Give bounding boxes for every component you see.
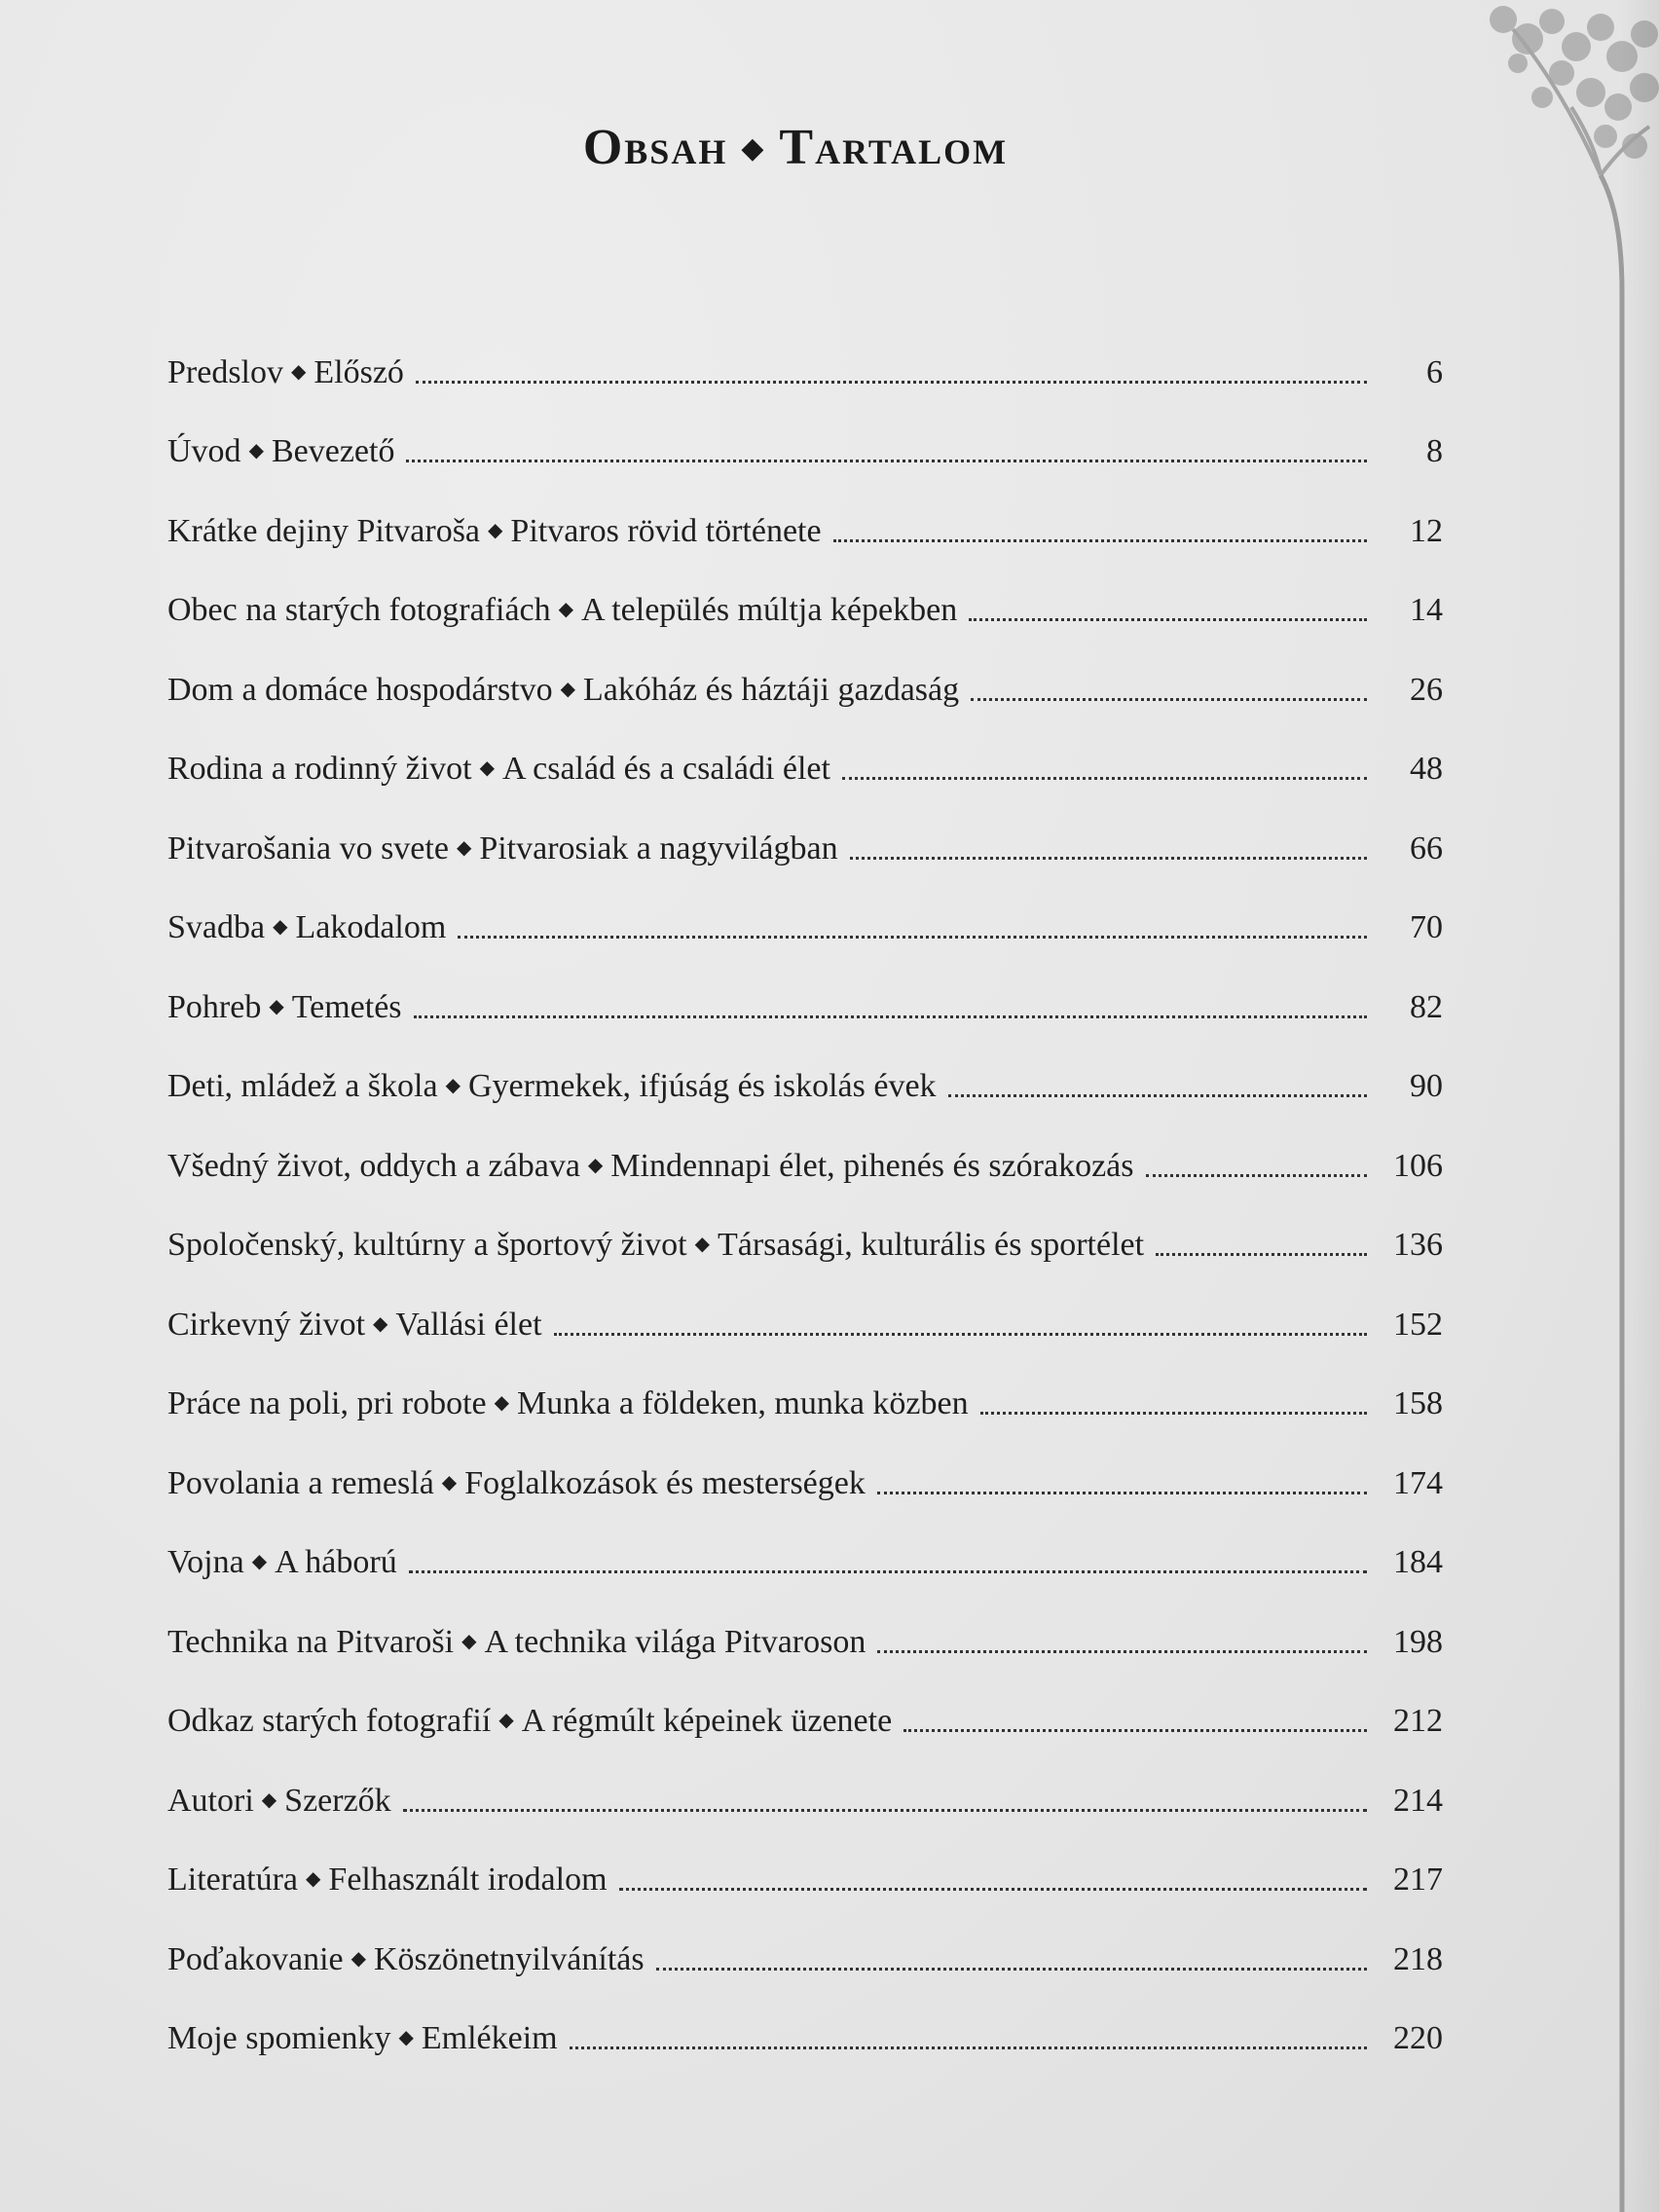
diamond-icon: ◆ [269,995,284,1017]
toc-entry-sk: Technika na Pitvaroši [167,1623,455,1660]
toc-page-number: 14 [1410,592,1443,628]
dot-leader [877,1492,1367,1494]
toc-entry [167,353,404,390]
toc-entry [167,1147,1134,1184]
diamond-icon: ◆ [398,2027,414,2048]
toc-row [167,707,1443,787]
toc-page-number: 8 [1426,433,1443,469]
toc-entry [167,1306,542,1343]
toc-entry [167,1387,969,1420]
dot-leader [877,1650,1367,1653]
toc-entry-sk: Pitvarošania vo svete [167,830,449,866]
diamond-icon: ◆ [461,1630,477,1652]
dot-leader [406,460,1367,462]
diamond-icon: ◆ [694,1234,710,1255]
toc-entry-hu: Társasági, kulturális és sportélet [717,1227,1145,1263]
dot-leader [980,1412,1367,1415]
toc-entry [167,832,838,866]
diamond-icon: ◆ [441,1471,458,1493]
toc-entry-sk: Práce na poli, pri robote [167,1385,487,1421]
dot-leader [656,1968,1367,1971]
toc-row [167,1500,1443,1580]
diamond-icon: ◆ [373,1312,388,1335]
diamond-icon: ◆ [587,1154,604,1176]
toc-row [167,1738,1443,1818]
toc-entry-sk: Cirkevný život [167,1306,366,1343]
dot-leader [1146,1174,1367,1177]
diamond-icon: ◆ [456,836,472,859]
toc-entry-sk: Odkaz starých fotografií [167,1703,492,1739]
diamond-icon: ◆ [494,1392,510,1414]
toc-page-number: 184 [1393,1544,1443,1580]
toc-entry [167,1070,937,1103]
title-separator-icon: ◆ [741,131,766,165]
toc-row [167,1342,1443,1421]
toc-entry-hu: Köszönetnyilvánítás [374,1940,645,1977]
toc-entry-hu: Lakodalom [295,909,447,945]
toc-page-number: 48 [1410,751,1443,787]
toc-page-number: 152 [1393,1306,1443,1343]
diamond-icon: ◆ [273,916,288,938]
toc-entry [167,1229,1144,1262]
dot-leader [948,1094,1367,1097]
dot-leader [1156,1253,1367,1256]
toc-entry [167,911,446,944]
toc-entry [167,435,394,468]
toc-entry-sk: Vojna [167,1544,244,1580]
table-of-contents [167,310,1443,2055]
toc-row [167,1659,1443,1739]
toc-entry-sk: Deti, mládež a škola [167,1068,438,1104]
toc-page-number: 174 [1393,1464,1443,1501]
toc-page-number: 70 [1410,909,1443,945]
toc-entry-hu: Gyermekek, ifjúság és iskolás évek [467,1068,937,1104]
diamond-icon: ◆ [291,360,307,383]
toc-entry-sk: Autori [167,1782,254,1819]
toc-entry [167,1546,397,1579]
toc-entry-sk: Poďakovanie [167,1940,344,1977]
toc-page-number: 198 [1393,1623,1443,1660]
dot-leader [416,381,1367,384]
toc-entry-hu: Munka a földeken, munka közben [517,1385,969,1421]
toc-entry-sk: Moje spomienky [167,2020,391,2056]
toc-row [167,1183,1443,1263]
toc-entry-sk: Rodina a rodinný život [167,751,472,787]
toc-entry [167,1623,866,1660]
toc-entry-hu: Pitvarosiak a nagyvilágban [479,830,838,866]
toc-entry-hu: A család és a családi élet [501,751,830,787]
toc-page-number: 218 [1393,1940,1443,1977]
toc-entry-sk: Dom a domáce hospodárstvo [167,671,553,708]
toc-entry-hu: A háború [275,1544,397,1580]
diamond-icon: ◆ [261,1788,277,1811]
toc-entry-hu: Temetés [291,988,402,1025]
page-edge-shadow [1620,0,1659,2212]
dot-leader [403,1809,1367,1812]
toc-page-number: 214 [1393,1782,1443,1819]
toc-entry-sk: Svadba [167,909,266,945]
toc-row [167,1976,1443,2056]
toc-entry [167,671,960,708]
diamond-icon: ◆ [251,1551,268,1572]
toc-entry-hu: A technika világa Pitvaroson [484,1623,866,1660]
toc-entry [167,1464,866,1501]
toc-entry [167,753,830,786]
toc-page-number: 82 [1410,988,1443,1025]
toc-entry-sk: Predslov [167,353,283,390]
dot-leader [903,1729,1367,1732]
toc-entry-hu: Vallási élet [395,1306,542,1343]
toc-page-number: 136 [1393,1227,1443,1263]
toc-row [167,1818,1443,1898]
toc-entry-sk: Pohreb [167,988,262,1025]
toc-page-number: 158 [1393,1385,1443,1421]
toc-entry [167,1782,391,1819]
toc-entry-hu: Lakóház és háztáji gazdaság [583,671,960,708]
toc-page-number: 212 [1393,1703,1443,1739]
toc-row [167,310,1443,389]
dot-leader [458,936,1367,939]
toc-entry-hu: A régmúlt képeinek üzenete [521,1703,893,1739]
toc-row [167,786,1443,866]
toc-entry [167,512,822,549]
toc-row [167,1579,1443,1659]
toc-entry [167,1863,608,1897]
toc-entry [167,1940,645,1977]
toc-entry-hu: Pitvaros rövid története [510,512,822,549]
diamond-icon: ◆ [479,757,495,779]
toc-entry-sk: Úvod [167,433,241,469]
diamond-icon: ◆ [498,1710,514,1731]
toc-row [167,866,1443,945]
toc-page-number: 12 [1410,512,1443,549]
dot-leader [833,539,1367,542]
toc-entry-sk: Spoločenský, kultúrny a športový život [167,1227,687,1263]
toc-row [167,1420,1443,1500]
diamond-icon: ◆ [248,440,264,461]
dot-leader [554,1333,1367,1336]
toc-entry-hu: Szerzők [284,1782,391,1819]
toc-entry-hu: Bevezető [271,433,395,469]
toc-page-number: 217 [1393,1862,1443,1898]
toc-entry-hu: Előszó [313,353,404,390]
toc-entry [167,988,402,1025]
diamond-icon: ◆ [560,678,576,700]
toc-entry [167,2022,558,2055]
dot-leader [969,618,1367,621]
dot-leader [971,698,1367,701]
toc-entry-hu: Foglalkozások és mesterségek [464,1464,866,1501]
toc-row [167,548,1443,628]
toc-entry-hu: A település múltja képekben [581,592,958,628]
page-title [0,119,1591,176]
toc-entry-sk: Obec na starých fotografiách [167,592,551,628]
diamond-icon: ◆ [488,519,503,541]
toc-page-number: 26 [1410,671,1443,708]
dot-leader [842,777,1367,780]
diamond-icon: ◆ [306,1868,321,1890]
toc-entry [167,594,957,627]
dot-leader [409,1570,1367,1573]
toc-entry-sk: Všedný život, oddych a zábava [167,1147,580,1184]
toc-entry-sk: Krátke dejiny Pitvaroša [167,512,481,549]
toc-row [167,468,1443,548]
dot-leader [619,1888,1367,1891]
toc-entry-hu: Felhasznált irodalom [328,1862,608,1898]
diamond-icon: ◆ [445,1075,461,1096]
toc-row [167,1897,1443,1976]
toc-page-number: 6 [1426,353,1443,390]
toc-row [167,1103,1443,1183]
title-slovak: Obsah [582,120,728,175]
diamond-icon: ◆ [558,599,574,620]
dot-leader [570,2046,1367,2049]
toc-entry-hu: Emlékeim [421,2020,558,2056]
toc-page-number: 220 [1393,2020,1443,2056]
toc-page-number: 106 [1393,1147,1443,1184]
toc-row [167,627,1443,707]
toc-row [167,1024,1443,1104]
toc-row [167,1262,1443,1342]
dot-leader [414,1015,1367,1018]
title-hungarian: Tartalom [779,120,1009,175]
toc-row [167,944,1443,1024]
toc-page-number: 66 [1410,830,1443,866]
toc-entry-hu: Mindennapi élet, pihenés és szórakozás [610,1147,1134,1184]
dot-leader [850,857,1367,860]
toc-entry-sk: Literatúra [167,1862,299,1898]
toc-entry [167,1705,892,1738]
toc-row [167,389,1443,469]
toc-page-number: 90 [1410,1068,1443,1104]
toc-entry-sk: Povolania a remeslá [167,1464,434,1501]
diamond-icon: ◆ [350,1947,366,1970]
